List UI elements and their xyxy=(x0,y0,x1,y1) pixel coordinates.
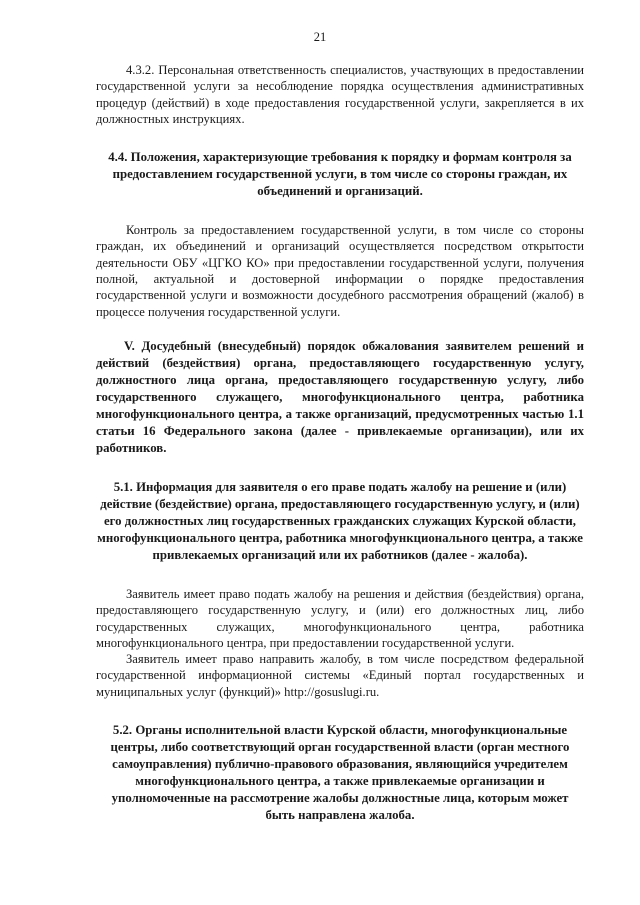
paragraph-4-4: Контроль за предоставлением государственной услуги, в том числе со стороны граждан, их объединений и организаций осуществляется посредством открытости деятельности ОБУ «ЦГКО КО» при предоставлении государственной услуги, получения полной, актуальной и достоверной информации о порядке предоставления государственной услуги и возможности досудебного рассмотрения обращений (жалоб) в процессе получения государственной услуги. xyxy=(96,223,584,319)
page-content xyxy=(96,62,584,824)
heading-4-4: 4.4. Положения, характеризующие требования к порядку и формам контроля за предоставлением государственной услуги, в том числе со стороны граждан, их объединений и организаций. xyxy=(108,150,572,199)
heading-5-2: 5.2. Органы исполнительной власти Курской области, многофункциональные центры, либо соответствующий орган государственной власти (орган местного самоуправления) публично-правового образования, являющийся учредителем многофункционального центра, а также привлекаемые организации и уполномоченные на рассмотрение жалобы должностные лица, которым может быть направлена жалоба. xyxy=(110,723,570,823)
paragraph-5-1-a: Заявитель имеет право подать жалобу на решения и действия (бездействия) органа, предоставляющего государственную услугу, и (или) его должностных лиц, либо государственных служащих, многофункционального центра, работника многофункционального центра, при предоставлении государственной услуги. xyxy=(96,586,584,650)
page-number: 21 xyxy=(313,30,327,44)
heading-5-1: 5.1. Информация для заявителя о его праве подать жалобу на решение и (или) действие (бездействие) органа, предоставляющего государственную услугу, и (или) его должностных лиц государственных гражданских служащих Курской области, многофункционального центра, работника многофункционального центра, а также привлекаемых организаций или их работников (далее - жалоба). xyxy=(97,479,583,562)
paragraph-4-3-2: 4.3.2. Персональная ответственность специалистов, участвующих в предоставлении государственной услуги за несоблюдение порядка осуществления административных процедур (действий) в ходе предоставления государственной услуги, закрепляется в их должностных инструкциях. xyxy=(96,63,584,126)
paragraph-5-1-b: Заявитель имеет право направить жалобу, в том числе посредством федеральной государственной информационной системы «Единый портал государственных и муниципальных услуг (функций)» http://gosuslugi.ru. xyxy=(96,652,584,699)
heading-section-5: V. Досудебный (внесудебный) порядок обжалования заявителем решений и действий (бездействия) органа, предоставляющего государственную услугу, должностного лица органа, предоставляющего государственную услугу, либо государственного служащего, многофункционального центра, работника многофункционального центра, а также организаций, предусмотренных частью 1.1 статьи 16 Федерального закона (далее - привлекаемые организации), или их работников. xyxy=(96,338,584,455)
